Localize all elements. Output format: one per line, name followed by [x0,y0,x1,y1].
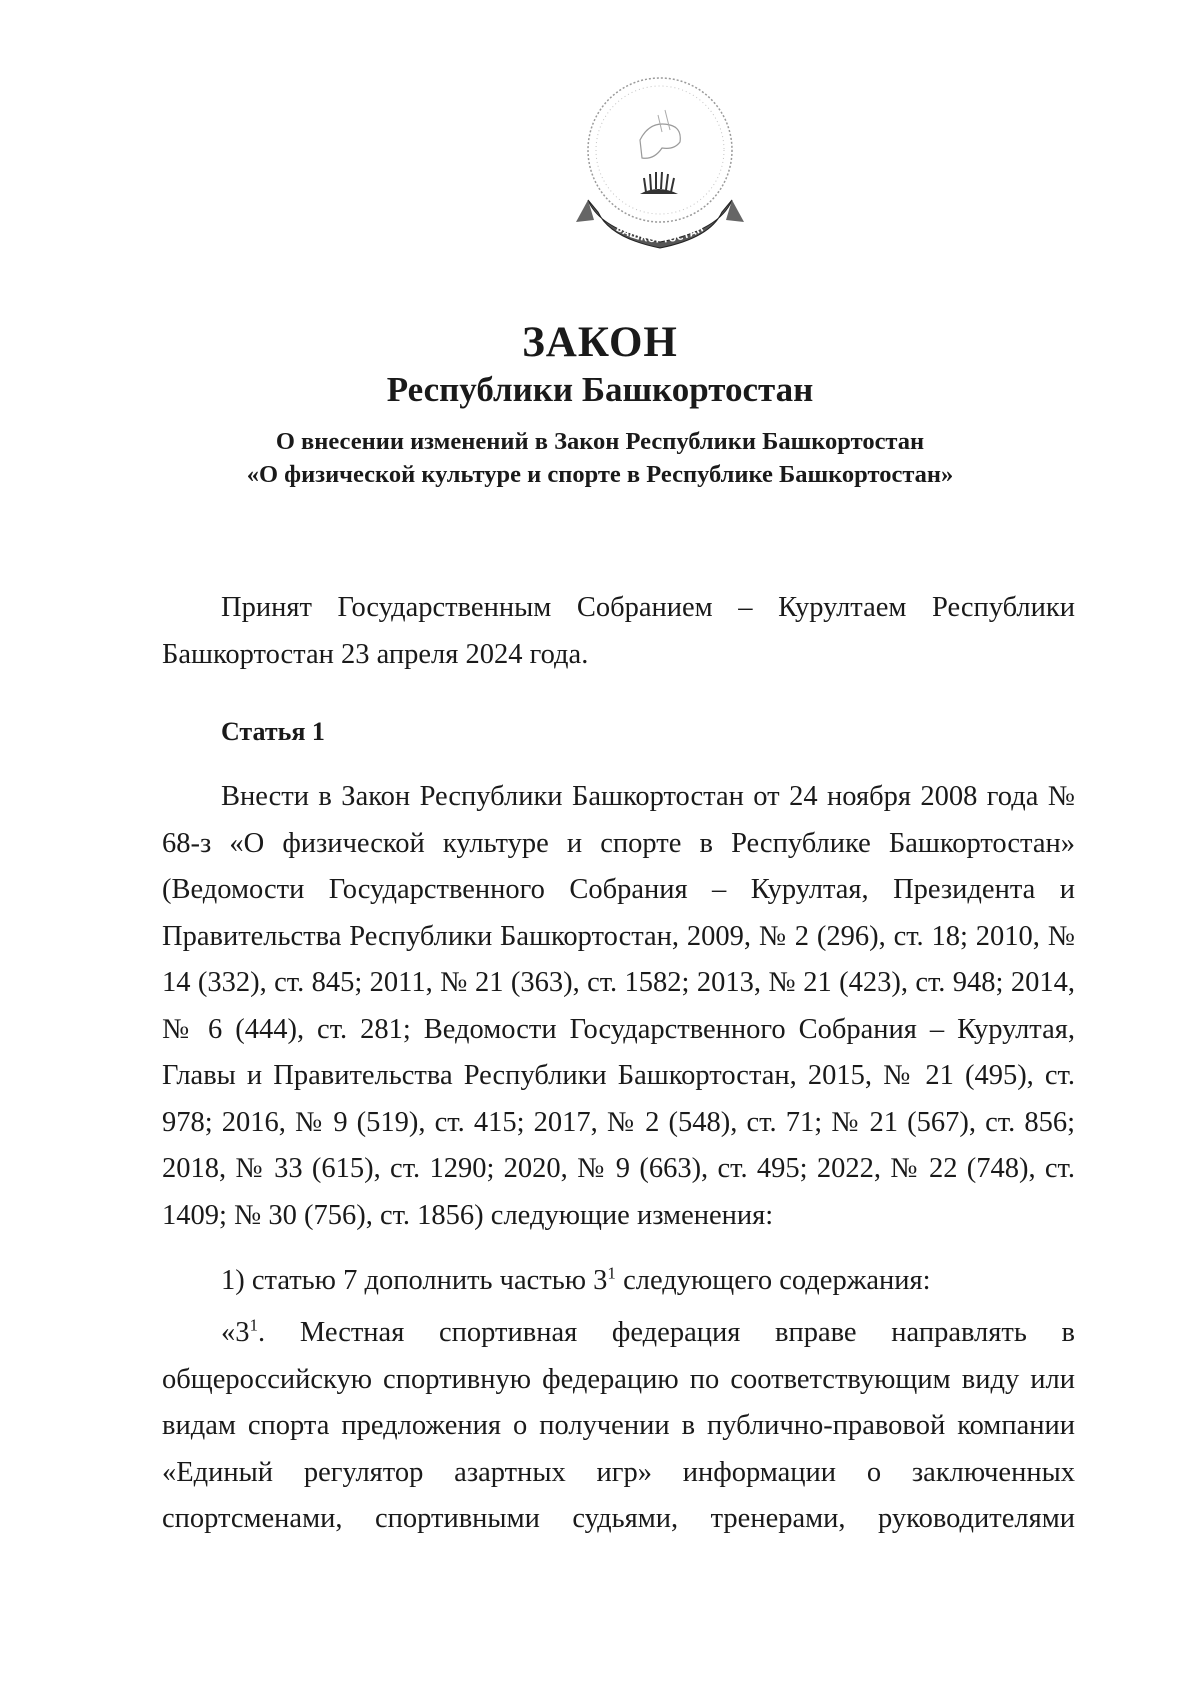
amendment-item-1 [221,1265,931,1297]
item-1-text-end: следующего содержания: [615,1265,931,1296]
law-subtitle [0,425,1200,491]
law-republic-name: Республики Башкортостан [386,370,814,409]
article-paragraph: Внести в Закон Республики Башкортостан от 24 ноября 2008 года № 68-з «О физической культуре и спорте в Республике Башкортостан» (Ведомости Государственного Собрания – Курултая, Президента и Правительства Республики Башкортостан, 2009, № 2 (296), ст. 18; 2010, № 14 (332), ст. 845; 2011, № 21 (363), ст. 1582; 2013, № 21 (423), ст. 948; 2014, № 6 (444), ст. 281; Ведомости Государственного Собрания – Курултая, Главы и Правительства Республики Башкортостан, 2015, № 21 (495), ст. 978; 2016, № 9 (519), ст. 415; 2017, № 2 (548), ст. 71; № 21 (567), ст. 856; 2018, № 33 (615), ст. 1290; 2020, № 9 (663), ст. 495; 2022, № 22 (748), ст. 1409; № 30 (756), ст. 1856) следующие изменения: [162,781,1075,1231]
quoted-new-part [162,1310,1075,1543]
item-1-superscript: 1 [607,1263,616,1283]
quote-text: . Местная спортивная федерация вправе направлять в общероссийскую спортивную федерацию по соответствующим виду или видам спорта предложения о получении в публично-правовой компании «Единый регулятор азартных игр» информации о заключенных спортсменами, спортивными судьями, тренерами, руководителями [162,1317,1075,1534]
coat-of-arms-emblem [570,70,750,265]
law-subtitle-line-2: «О физической культуре и спорте в Республике Башкортостан» [246,461,954,488]
law-subtitle-line-1: О внесении изменений в Закон Республики Башкортостан [275,428,925,455]
quote-number: «3 [221,1317,250,1348]
law-title: ЗАКОН [522,319,678,366]
adoption-statement: Принят Государственным Собранием – Курултаем Республики Башкортостан 23 апреля 2024 года. [162,592,1075,670]
ribbon-text: БАШКОРТОСТАН [614,223,706,246]
article-heading: Статья 1 [221,717,325,746]
quote-superscript: 1 [249,1315,259,1335]
coat-of-arms-icon [570,70,750,265]
item-1-text: 1) статью 7 дополнить частью 3 [221,1265,608,1296]
svg-text:БАШКОРТОСТАН [614,224,706,246]
